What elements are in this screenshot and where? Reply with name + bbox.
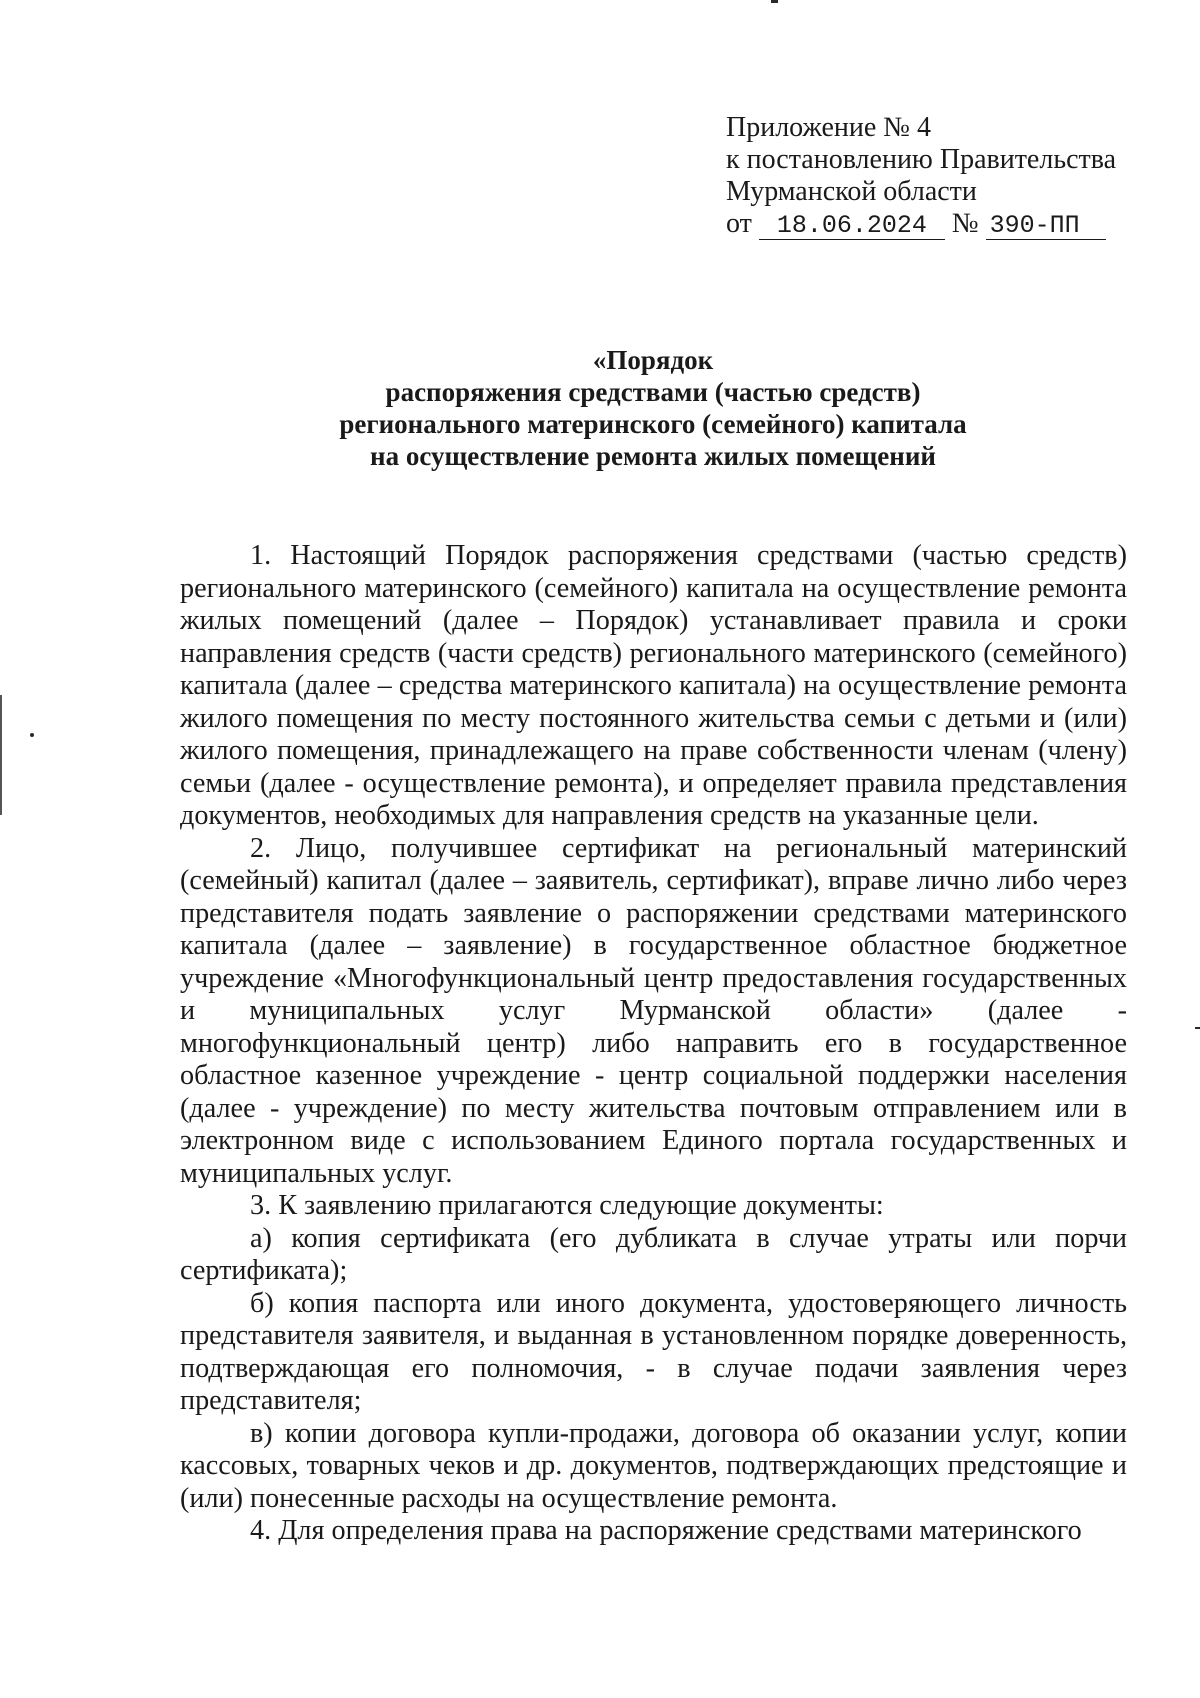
appendix-header xyxy=(726,112,1116,240)
title-line-3: регионального материнского (семейного) капитала xyxy=(339,409,967,439)
order-prefix: от xyxy=(726,208,752,239)
paragraph-3a: а) копия сертификата (его дубликата в случае утраты или порчи сертификата); xyxy=(180,1222,1127,1286)
scan-mark-dot xyxy=(30,733,34,737)
order-number: 390-ПП xyxy=(986,213,1106,240)
scan-mark-top xyxy=(771,0,778,3)
paragraph-1: 1. Настоящий Порядок распоряжения средствами (частью средств) регионального материнского (семейного) капитала на осуществление ремонта жилых помещений (далее – Порядок) устанавливает правила и сроки направления средств (части средств) регионального материнского (семейного) капитала (далее – средства материнского капитала) на осуществление ремонта жилого помещения по месту постоянного жительства семьи с детьми и (или) жилого помещения, принадлежащего на праве собственности членам (члену) семьи (далее - осуществление ремонта), и определяет правила представления документов, необходимых для направления средств на указанные цели. xyxy=(180,540,1127,831)
paragraph-4: 4. Для определения права на распоряжение средствами материнского xyxy=(250,1515,1082,1546)
title-line-4: на осуществление ремонта жилых помещений xyxy=(370,441,936,471)
paragraph-3: 3. К заявлению прилагаются следующие документы: xyxy=(250,1190,884,1221)
order-date: 18.06.2024 xyxy=(759,213,945,240)
order-number-label: № xyxy=(951,208,979,239)
document-title xyxy=(178,344,1128,472)
paragraph-3c: в) копии договора купли-продажи, договора об оказании услуг, копии кассовых, товарных чеков и др. документов, подтверждающих предстоящие и (или) понесенные расходы на осуществление ремонта. xyxy=(180,1417,1127,1514)
title-line-2: распоряжения средствами (частью средств) xyxy=(385,377,921,407)
order-reference xyxy=(726,208,1116,240)
appendix-resolution-line: к постановлению Правительства xyxy=(726,144,1117,175)
document-body xyxy=(180,540,1127,1548)
scan-mark-right xyxy=(1195,1027,1200,1029)
scan-mark-left-edge xyxy=(0,695,2,815)
appendix-number: Приложение № 4 xyxy=(726,112,931,143)
appendix-region-line: Мурманской области xyxy=(726,176,977,207)
paragraph-2: 2. Лицо, получившее сертификат на региональный материнский (семейный) капитал (далее – заявитель, сертификат), вправе лично либо через представителя подать заявление о распоряжении средствами материнского капитала (далее – заявление) в государственное областное бюджетное учреждение «Многофункциональный центр предоставления государственных и муниципальных услуг Мурманской области» (далее - многофункциональный центр) либо направить его в государственное областное казенное учреждение - центр социальной поддержки населения (далее - учреждение) по месту жительства почтовым отправлением или в электронном виде с использованием Единого портала государственных и муниципальных услуг. xyxy=(180,832,1127,1189)
paragraph-3b: б) копия паспорта или иного документа, удостоверяющего личность представителя заявителя, и выданная в установленном порядке доверенность, подтверждающая его полномочия, - в случае подачи заявления через представителя; xyxy=(180,1287,1127,1416)
title-line-1: «Порядок xyxy=(592,345,714,375)
